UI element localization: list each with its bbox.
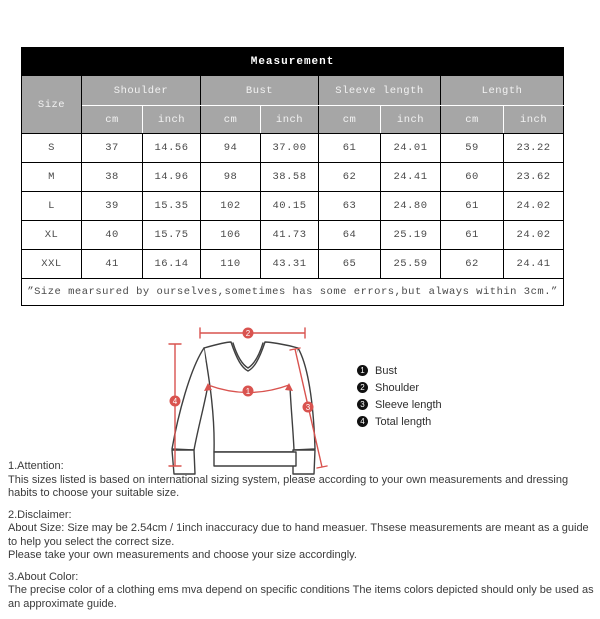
size-cell: XL [22, 221, 82, 250]
note-line: This sizes listed is based on international sizing system, please according to your own measurements and dressing habits to choose your suitable size. [8, 473, 569, 499]
legend-label: Total length [375, 415, 432, 428]
value-cell: 64 [319, 221, 381, 250]
value-cell: 24.02 [504, 221, 564, 250]
value-cell: 24.41 [381, 163, 441, 192]
table-row [22, 250, 564, 279]
group-header-shoulder: Shoulder [82, 76, 201, 106]
legend-item [357, 362, 442, 379]
note-line: Please take your own measurements and choose your size accordingly. [8, 549, 357, 561]
notes [8, 460, 596, 619]
table-footnote: ”Size mearsured by ourselves,sometimes has some errors,but always within 3cm.” [22, 279, 564, 306]
value-cell: 41.73 [261, 221, 319, 250]
value-cell: 65 [319, 250, 381, 279]
value-cell: 110 [201, 250, 261, 279]
value-cell: 59 [441, 134, 504, 163]
table-title: Measurement [22, 48, 564, 76]
value-cell: 94 [201, 134, 261, 163]
legend-label: Shoulder [375, 381, 420, 394]
table-row [22, 163, 564, 192]
value-cell: 24.01 [381, 134, 441, 163]
group-header-length: Length [441, 76, 564, 106]
note-heading: 1.Attention: [8, 460, 64, 472]
value-cell: 38.58 [261, 163, 319, 192]
value-cell: 24.41 [504, 250, 564, 279]
value-cell: 62 [441, 250, 504, 279]
legend-label: Sleeve length [375, 398, 442, 411]
sleeve-length-callout-number: 3 [305, 403, 311, 412]
note-heading: 2.Disclaimer: [8, 508, 72, 521]
unit-header: inch [143, 106, 201, 134]
value-cell: 40.15 [261, 192, 319, 221]
note-line: About Size: Size may be 2.54cm / 1inch inaccuracy due to hand measuer. Thsese measurements are meant as a guide to help you select the correct size. [8, 522, 589, 548]
shoulder-callout-number: 2 [245, 329, 251, 338]
value-cell: 98 [201, 163, 261, 192]
sweater-outline [172, 342, 315, 474]
unit-header: cm [82, 106, 143, 134]
value-cell: 37.00 [261, 134, 319, 163]
sweater-torso [204, 342, 298, 452]
size-cell: L [22, 192, 82, 221]
value-cell: 40 [82, 221, 143, 250]
note-line: The precise color of a clothing ems mva depend on specific conditions The items colors depicted should only be used as [8, 584, 594, 596]
table-row [22, 192, 564, 221]
note-line: an approximate guide. [8, 597, 117, 610]
value-cell: 39 [82, 192, 143, 221]
value-cell: 63 [319, 192, 381, 221]
value-cell: 14.56 [143, 134, 201, 163]
note-section-attention [8, 460, 596, 501]
value-cell: 16.14 [143, 250, 201, 279]
legend-item [357, 413, 442, 430]
legend-item [357, 379, 442, 396]
table-row [22, 221, 564, 250]
value-cell: 43.31 [261, 250, 319, 279]
value-cell: 61 [441, 192, 504, 221]
unit-header: inch [261, 106, 319, 134]
unit-header: cm [319, 106, 381, 134]
measurement-table [21, 47, 564, 306]
value-cell: 62 [319, 163, 381, 192]
circled-number-icon: 2 [357, 382, 368, 393]
value-cell: 41 [82, 250, 143, 279]
bust-callout-number: 1 [245, 387, 251, 396]
value-cell: 24.02 [504, 192, 564, 221]
value-cell: 25.59 [381, 250, 441, 279]
value-cell: 60 [441, 163, 504, 192]
note-section-about-color [8, 571, 596, 612]
size-cell: M [22, 163, 82, 192]
size-cell: XXL [22, 250, 82, 279]
unit-header: inch [504, 106, 564, 134]
legend-label: Bust [375, 364, 398, 377]
note-section-disclaimer [8, 509, 596, 563]
value-cell: 14.96 [143, 163, 201, 192]
value-cell: 24.80 [381, 192, 441, 221]
circled-number-icon: 1 [357, 365, 368, 376]
unit-header: cm [201, 106, 261, 134]
value-cell: 61 [441, 221, 504, 250]
size-cell: S [22, 134, 82, 163]
group-header-sleeve-length: Sleeve length [319, 76, 441, 106]
value-cell: 38 [82, 163, 143, 192]
unit-header: inch [381, 106, 441, 134]
size-column-header: Size [22, 76, 82, 134]
circled-number-icon: 3 [357, 399, 368, 410]
value-cell: 15.75 [143, 221, 201, 250]
value-cell: 106 [201, 221, 261, 250]
note-heading: 3.About Color: [8, 570, 79, 583]
table-row [22, 134, 564, 163]
diagram-legend [357, 362, 442, 430]
sweater-measurement-diagram [138, 321, 350, 481]
unit-header: cm [441, 106, 504, 134]
value-cell: 37 [82, 134, 143, 163]
value-cell: 25.19 [381, 221, 441, 250]
total-length-callout-number: 4 [172, 397, 178, 406]
value-cell: 15.35 [143, 192, 201, 221]
group-header-bust: Bust [201, 76, 319, 106]
value-cell: 23.22 [504, 134, 564, 163]
value-cell: 102 [201, 192, 261, 221]
legend-item [357, 396, 442, 413]
circled-number-icon: 4 [357, 416, 368, 427]
value-cell: 61 [319, 134, 381, 163]
value-cell: 23.62 [504, 163, 564, 192]
